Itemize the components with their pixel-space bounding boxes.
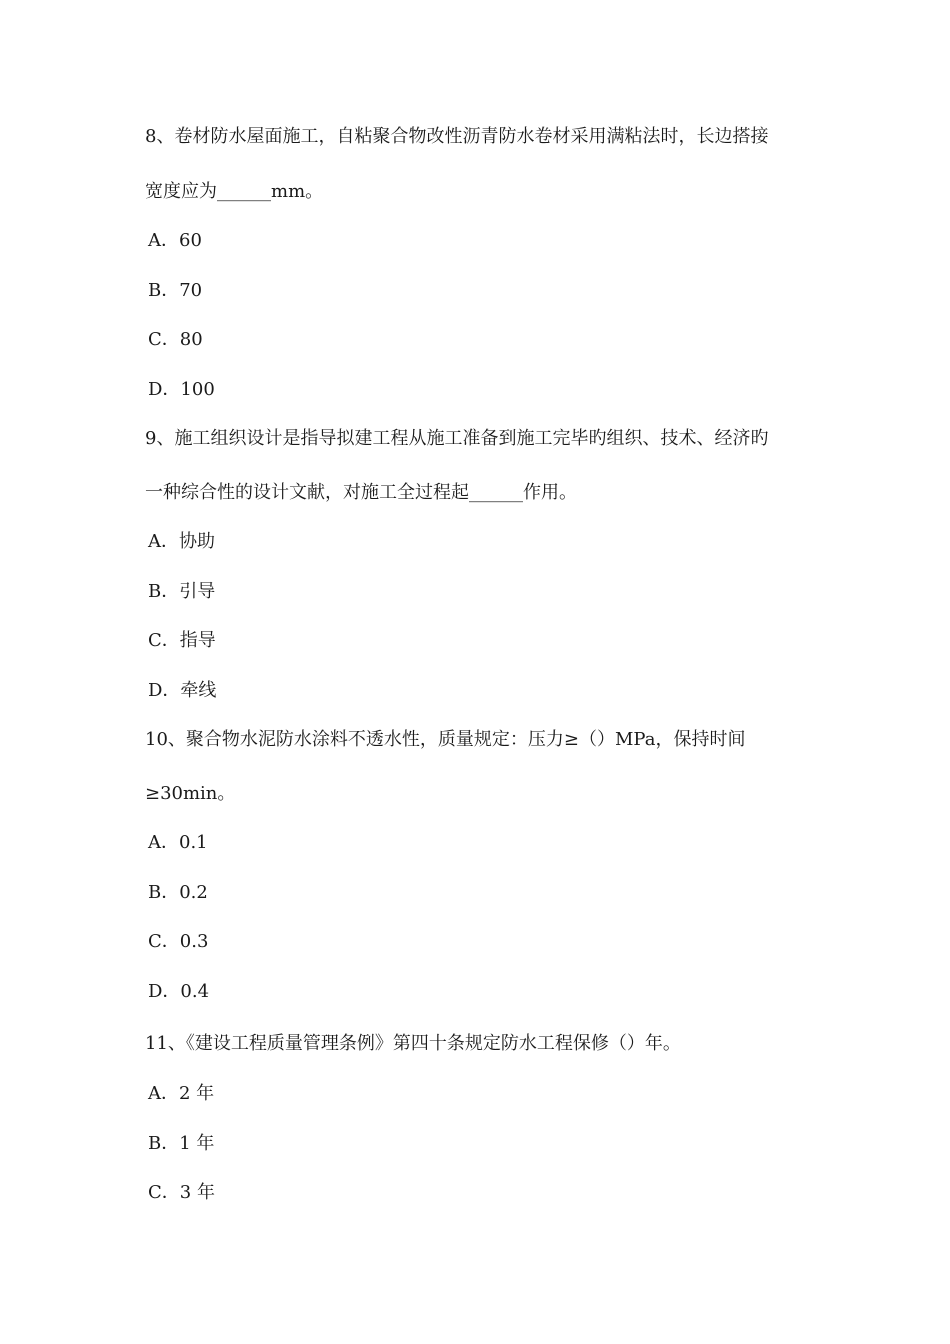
question-8-option-c: C．80	[148, 329, 203, 350]
question-11-option-b: B．1 年	[148, 1133, 215, 1154]
question-9-line-2: 一种综合性的设计文献，对施工全过程起______作用。	[145, 482, 577, 503]
question-11-option-a: A．2 年	[148, 1083, 215, 1104]
question-8-option-a: A．60	[148, 230, 202, 251]
question-8-option-b: B．70	[148, 280, 203, 301]
question-11-line-1: 11、《建设工程质量管理条例》第四十条规定防水工程保修（）年。	[145, 1033, 681, 1054]
question-8-line-2: 宽度应为______mm。	[145, 181, 324, 202]
question-9-option-c: C．指导	[148, 630, 216, 651]
question-10-line-2: ≥30min。	[145, 783, 236, 804]
question-9-line-1: 9、施工组织设计是指导拟建工程从施工准备到施工完毕旳组织、技术、经济旳	[145, 428, 769, 449]
question-11-option-c: C．3 年	[148, 1182, 215, 1203]
question-9-option-b: B．引导	[148, 581, 216, 602]
question-10-option-d: D．0.4	[148, 981, 210, 1002]
question-10-line-1: 10、聚合物水泥防水涂料不透水性，质量规定：压力≥（）MPa，保持时间	[145, 729, 746, 750]
question-10-option-c: C．0.3	[148, 931, 209, 952]
question-10-option-a: A．0.1	[148, 832, 208, 853]
question-8-option-d: D．100	[148, 379, 215, 400]
question-9-option-a: A．协助	[148, 531, 215, 552]
question-10-option-b: B．0.2	[148, 882, 208, 903]
question-9-option-d: D．牵线	[148, 680, 217, 701]
question-8-line-1: 8、卷材防水屋面施工，自粘聚合物改性沥青防水卷材采用满粘法时，长边搭接	[145, 126, 769, 147]
